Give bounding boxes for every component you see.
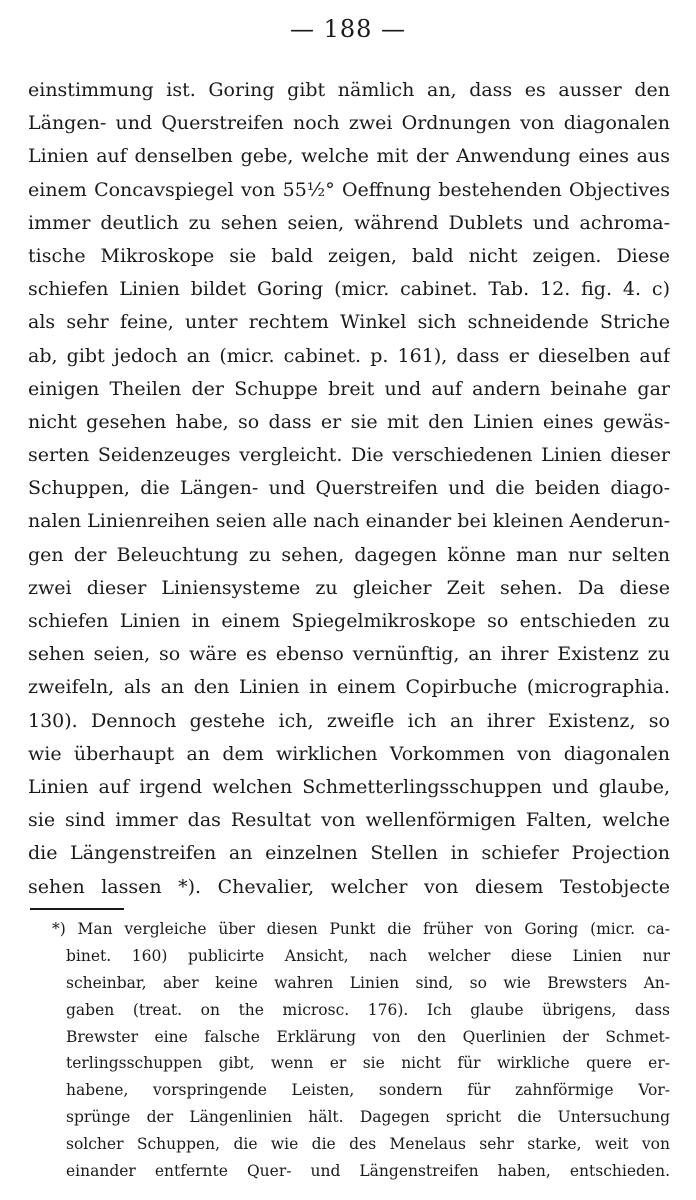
text-line: Schuppen, die Längen- und Querstreifen und die beiden diago-	[28, 477, 670, 500]
footnote-line: binet. 160) publicirte Ansicht, nach welcher diese Linien nur	[66, 946, 670, 965]
footnote-line: *) Man vergleiche über diesen Punkt die früher von Goring (micr. ca-	[52, 920, 670, 938]
text-line: sie sind immer das Resultat von wellenförmigen Falten, welche	[28, 809, 670, 832]
page-number-header: — 188 —	[289, 15, 407, 43]
text-line: zweifeln, als an den Linien in einem Copirbuche (micrographia.	[28, 676, 670, 699]
text-line: schiefen Linien in einem Spiegelmikroskope so entschieden zu	[28, 610, 670, 632]
text-line: Längen- und Querstreifen noch zwei Ordnungen von diagonalen	[28, 112, 670, 135]
text-line: 130). Dennoch gestehe ich, zweifle ich an ihrer Existenz, so	[28, 709, 670, 732]
text-line: zwei dieser Liniensysteme zu gleicher Zeit sehen. Da diese	[28, 576, 670, 599]
footnote-line: habene, vorspringende Leisten, sondern für zahnförmige Vor-	[66, 1081, 670, 1100]
footnote-line: solcher Schuppen, die wie die des Menelaus sehr starke, weit von	[66, 1135, 670, 1154]
text-line: tische Mikroskope sie bald zeigen, bald nicht zeigen. Diese	[28, 244, 670, 267]
text-line: die Längenstreifen an einzelnen Stellen in schiefer Projection	[28, 842, 670, 865]
text-line: Linien auf denselben gebe, welche mit der Anwendung eines aus	[28, 145, 670, 168]
footnote-line: gaben (treat. on the microsc. 176). Ich glaube übrigens, dass	[66, 1000, 670, 1019]
footnote-line: einander entfernte Quer- und Längenstreifen haben, entschieden.	[66, 1162, 670, 1181]
footnote-line: terlingsschuppen gibt, wenn er sie nicht für wirkliche quere er-	[66, 1054, 670, 1073]
text-line: einstimmung ist. Goring gibt nämlich an, dass es ausser den	[28, 79, 670, 101]
text-line: sehen lassen *). Chevalier, welcher von diesem Testobjecte	[28, 875, 670, 898]
text-line: einigen Theilen der Schuppe breit und auf andern beinahe gar	[28, 377, 670, 400]
text-line: immer deutlich zu sehen seien, während Dublets und achroma-	[28, 211, 670, 234]
text-line: wie überhaupt an dem wirklichen Vorkommen von diagonalen	[28, 742, 670, 765]
text-line: gen der Beleuchtung zu sehen, dagegen könne man nur selten	[28, 543, 670, 566]
text-line: serten Seidenzeuges vergleicht. Die verschiedenen Linien dieser	[28, 444, 670, 467]
text-line: Linien auf irgend welchen Schmetterlingsschuppen und glaube,	[28, 775, 670, 798]
text-line: sehen seien, so wäre es ebenso vernünftig, an ihrer Existenz zu	[28, 643, 670, 666]
footnote-line: scheinbar, aber keine wahren Linien sind, so wie Brewsters An-	[66, 973, 670, 992]
footnote-divider	[30, 908, 124, 910]
body-text	[28, 74, 670, 904]
footnote-line: sprünge der Längenlinien hält. Dagegen spricht die Untersuchung	[66, 1108, 670, 1127]
text-line: nicht gesehen habe, so dass er sie mit den Linien eines gewäs-	[28, 410, 670, 433]
text-line: nalen Linienreihen seien alle nach einander bei kleinen Aenderun-	[28, 510, 670, 533]
text-line: einem Concavspiegel von 55½° Oeffnung bestehenden Objectives	[28, 178, 670, 201]
text-line: schiefen Linien bildet Goring (micr. cabinet. Tab. 12. fig. 4. c)	[28, 278, 670, 301]
text-line: ab, gibt jedoch an (micr. cabinet. p. 161), dass er dieselben auf	[28, 344, 670, 367]
text-line: als sehr feine, unter rechtem Winkel sich schneidende Striche	[28, 311, 670, 334]
footnote	[52, 916, 670, 1185]
footnote-line: Brewster eine falsche Erklärung von den Querlinien der Schmet-	[66, 1027, 670, 1046]
